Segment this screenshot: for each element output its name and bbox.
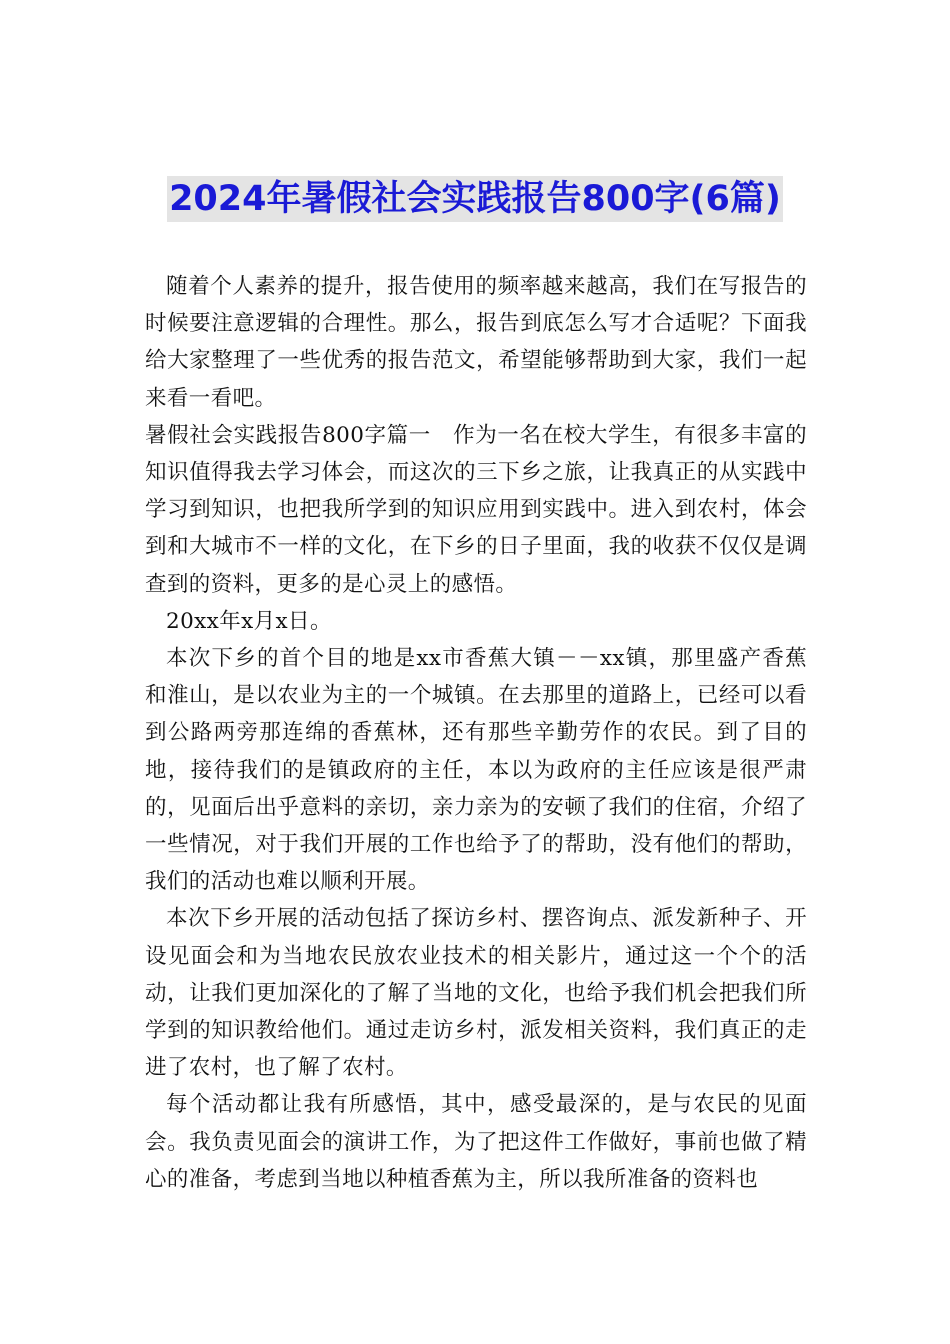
document-body	[145, 268, 807, 1198]
paragraph-reflection: 每个活动都让我有所感悟，其中，感受最深的，是与农民的见面会。我负责见面会的演讲工作，为了把这件工作做好，事前也做了精心的准备，考虑到当地以种植香蕉为主，所以我所准备的资料也	[145, 1092, 807, 1192]
document-title-text: 2024年暑假社会实践报告800字(6篇)	[167, 176, 783, 222]
document-title	[0, 176, 950, 222]
paragraph-destination: 本次下乡的首个目的地是xx市香蕉大镇－－xx镇，那里盛产香蕉和淮山，是以农业为主的一个城镇。在去那里的道路上，已经可以看到公路两旁那连绵的香蕉林，还有那些辛勤劳作的农民。到了目的地，接待我们的是镇政府的主任，本以为政府的主任应该是很严肃的，见面后出乎意料的亲切，亲力亲为的安顿了我们的住宿，介绍了一些情况，对于我们开展的工作也给予了的帮助，没有他们的帮助，我们的活动也难以顺利开展。	[145, 646, 807, 895]
paragraph-intro: 随着个人素养的提升，报告使用的频率越来越高，我们在写报告的时候要注意逻辑的合理性。那么，报告到底怎么写才合适呢？下面我给大家整理了一些优秀的报告范文，希望能够帮助到大家，我们一起来看一看吧。	[145, 274, 807, 411]
paragraph-date: 20xx年x月x日。	[166, 608, 332, 634]
paragraph-activities: 本次下乡开展的活动包括了探访乡村、摆咨询点、派发新种子、开设见面会和为当地农民放农业技术的相关影片，通过这一个个的活动，让我们更加深化的了解了当地的文化，也给予我们机会把我们所学到的知识教给他们。通过走访乡村，派发相关资料，我们真正的走进了农村，也了解了农村。	[145, 906, 807, 1081]
paragraph-section-one: 暑假社会实践报告800字篇一 作为一名在校大学生，有很多丰富的知识值得我去学习体会，而这次的三下乡之旅，让我真正的从实践中学习到知识，也把我所学到的知识应用到实践中。进入到农村，体会到和大城市不一样的文化，在下乡的日子里面，我的收获不仅仅是调查到的资料，更多的是心灵上的感悟。	[145, 422, 807, 597]
